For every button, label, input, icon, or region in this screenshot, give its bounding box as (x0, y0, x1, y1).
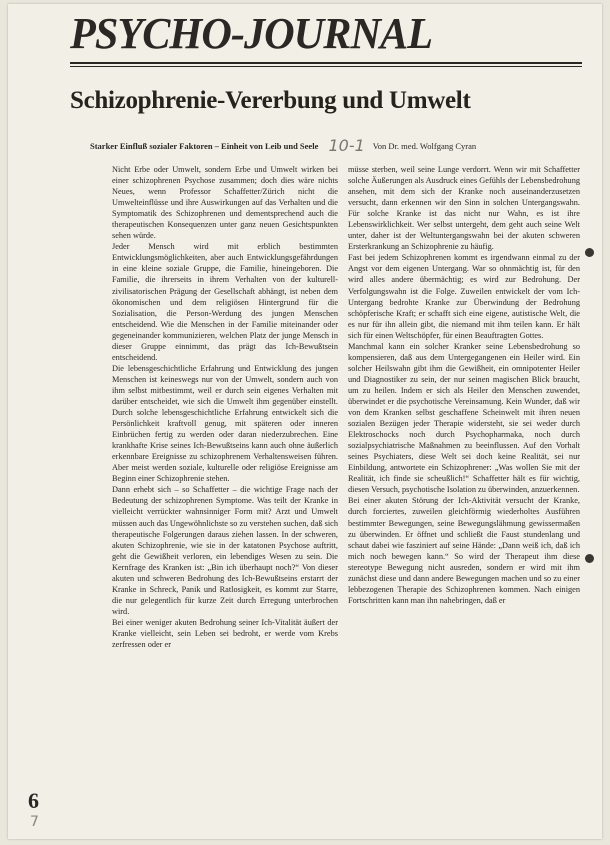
page-number: 6 (28, 788, 39, 813)
paragraph: Bei einer weniger akuten Bedrohung seiner Ich-Vitalität äußert der Kranke vielleicht, sein Leben sei bedroht, er werde vom Krebs zerfressen oder er (112, 617, 338, 650)
journal-page (8, 4, 602, 839)
text-column-left (112, 164, 338, 836)
paragraph: müsse sterben, weil seine Lunge verdorrt. Wenn wir mit Schaffetter solche Äußerungen als Ausdruck eines Gefühls der Lebensbedrohung ansehen, mit dem sich der Kranke noch auseinanderzusetzen versucht, dann erkennen wir den Sinn in solchen Untergangswahn. Für solche Kranke ist das nicht nur Wahn, es ist ihre Lebenswirklichkeit. Wer selbst untergeht, dem geht auch seine Welt unter, daher ist der Weltuntergangswahn bei der akuten schweren Ersterkrankung an Schizophrenie zu häufig. (348, 165, 580, 252)
punch-hole-icon (585, 248, 594, 257)
masthead-rule-thin (70, 66, 582, 67)
masthead: PSYCHO-JOURNAL (70, 9, 433, 58)
punch-hole-icon (585, 554, 594, 563)
paragraph: Jeder Mensch wird mit erblich bestimmten Entwicklungsmöglichkeiten, aber auch Entwicklungsgefährdungen in eine kleine soziale Gruppe, die Familie, hineingeboren. Die Familie, die ihrerseits in ihrem Verhalten von der kulturell-zivilisatorischen Prägung der Gesellschaft abhängt, ist neben dem ökonomischen und dem religiösen Hintergrund für die Sozialisation, die Person-Werdung des jungen Menschen entscheidend. Wie die Menschen in der Familie miteinander oder gegeneinander kommunizieren, welchen Platz der junge Mensch in dieser Gruppe einnimmt, das prägt das Ich-Bewußtsein entscheidend. (112, 242, 338, 362)
paragraph: Die lebensgeschichtliche Erfahrung und Entwicklung des jungen Menschen ist keineswegs nur von der Umwelt, sondern auch von ihm selbst mitbestimmt, weil er durch sein eigenes Verhalten mit darüber entscheidet, wie sich die Umwelt ihm gegenüber einstellt. Durch solche lebensgeschichtliche Erfahrung entwickelt sich die Persönlichkeit kraftvoll genug, mit späteren oder inneren Einbrüchen fertig zu werden oder daran niederzubrechen. Eine krankhafte Krise seines Ich-Bewußtseins kann auch ohne äußerlich erkennbare Ereignisse zu schizophrenem Verhaltensweisen führen. Aber meist werden soziale, kulturelle oder religiöse Ereignisse am Beginn einer Schizophrenie stehen. (112, 363, 338, 484)
paragraph: Bei einer akuten Störung der Ich-Aktivität versucht der Kranke, durch forciertes, zuweilen gleichförmig wiederholtes Ausführen bestimmter Bewegungen, seine Bewegungslähmung gewissermaßen zu überwinden. Er öffnet und schließt die Faust stundenlang und schaut dabei wie fasziniert auf seine Hände: „Dann weiß ich, daß ich mich noch bewegen kann.“ So wird der Therapeut ihm diese stereotype Bewegung nicht ausreden, sondern er wird mit ihm zunächst diese und dann andere Bewegungen machen und so zu einer lebbezogenen Therapie des Schizophrenen kommen. Nach einigen Fortschritten kann man ihn nahebringen, daß er (348, 496, 580, 605)
article-author: Von Dr. med. Wolfgang Cyran (372, 141, 477, 151)
paragraph: Manchmal kann ein solcher Kranker seine Lebensbedrohung so kompensieren, daß aus dem Untergegangenen ein Heiler wird. Ein solcher Heilswahn gibt ihm die Gewißheit, ein omnipotenter Heiler und Diagnostiker zu sein, der nur seinen magischen Blick braucht, um zu heilen. Indem er sich als Heiler den Menschen zuwendet, überwindet er die psychotische Vereinsamung. Kein Wunder, daß wir von dem Kranken selbst geschaffene Scheinwelt mit ihren neuen sozialen Bezügen jeder Therapie widersteht, sie sei weder durch Elektroschocks noch durch Psychopharmaka, noch durch sozialpsychiatrische Maßnahmen zu beeinflussen. Auf den Vorhalt seines Psychiaters, diese Welt sei doch keine Realität, sei nur Einbildung, antwortete ein Schizophrener: „Was wollen Sie mit der Realität, ich finde sie scheußlich!“ Schaffetter hält es für wichtig, diesen Versuch, psychotische Isolation zu überwinden, anzuerkennen. (348, 341, 580, 495)
paragraph: Dann erhebt sich – so Schaffetter – die wichtige Frage nach der Bedeutung der schizophrenen Symptome. Was teilt der Kranke in vielleicht verrückter wahnsinniger Form mit? Arzt und Umwelt müssen auch das Ungewöhnlichste so zu verstehen suchen, daß sich therapeutische Folgerungen daraus ziehen lassen. In der schweren, akuten Schizophrenie, wie sie in der katatonen Psychose auftritt, geht die Gewißheit verloren, ein lebendiges Wesen zu sein. Die Kernfrage des Kranken ist: „Bin ich überhaupt noch?“ Von dieser akuten und schweren Bedrohung des Ich-Bewußtseins erstarrt der Kranke in Schreck, Panik und Ratlosigkeit, es kommt zur Starre, die nur gelegentlich für kurze Zeit durch Erregung unterbrochen wird. (112, 485, 338, 616)
paragraph: Nicht Erbe oder Umwelt, sondern Erbe und Umwelt wirken bei einer schizophrenen Psychose zusammen; doch dies wäre nichts Neues, wenn Professor Schaffetter/Zürich nicht die Umwelteinflüsse und ihre Auswirkungen auf das Verhalten und die Symptomatik des Schizophrenen und dementsprechend auch die therapeutischen Konsequenzen unter ganz neuen Gesichtspunkten sehen würde. (112, 165, 338, 241)
page-note: 7 (30, 814, 39, 830)
article-headline: Schizophrenie-Vererbung und Umwelt (70, 87, 471, 114)
text-column-right (348, 164, 580, 836)
article-subtitle: Starker Einfluß sozialer Faktoren – Einheit von Leib und Seele (90, 141, 319, 151)
paragraph: Fast bei jedem Schizophrenen kommt es irgendwann einmal zu der Angst vor dem eigenen Untergang. War so ohnmächtig ist, für den wird alles andere übermächtig; es wird zur Bedrohung. Der Verfolgungswahn ist die Folge. Zuweilen entwickelt der vom Ich-Untergang bedrohte Kranke zur Überwindung der Bedrohung schöpferische Kraft; er schafft sich eine eigene, autistische Welt, die es nur für ihn allein gibt, die niemand mit ihm teilen kann. Er hält sich für einen Weltschöpfer, für einen Beauftragten Gottes. (348, 253, 580, 340)
byline (90, 134, 582, 153)
handwritten-note: 10-1 (328, 136, 365, 155)
masthead-rule (70, 62, 582, 64)
